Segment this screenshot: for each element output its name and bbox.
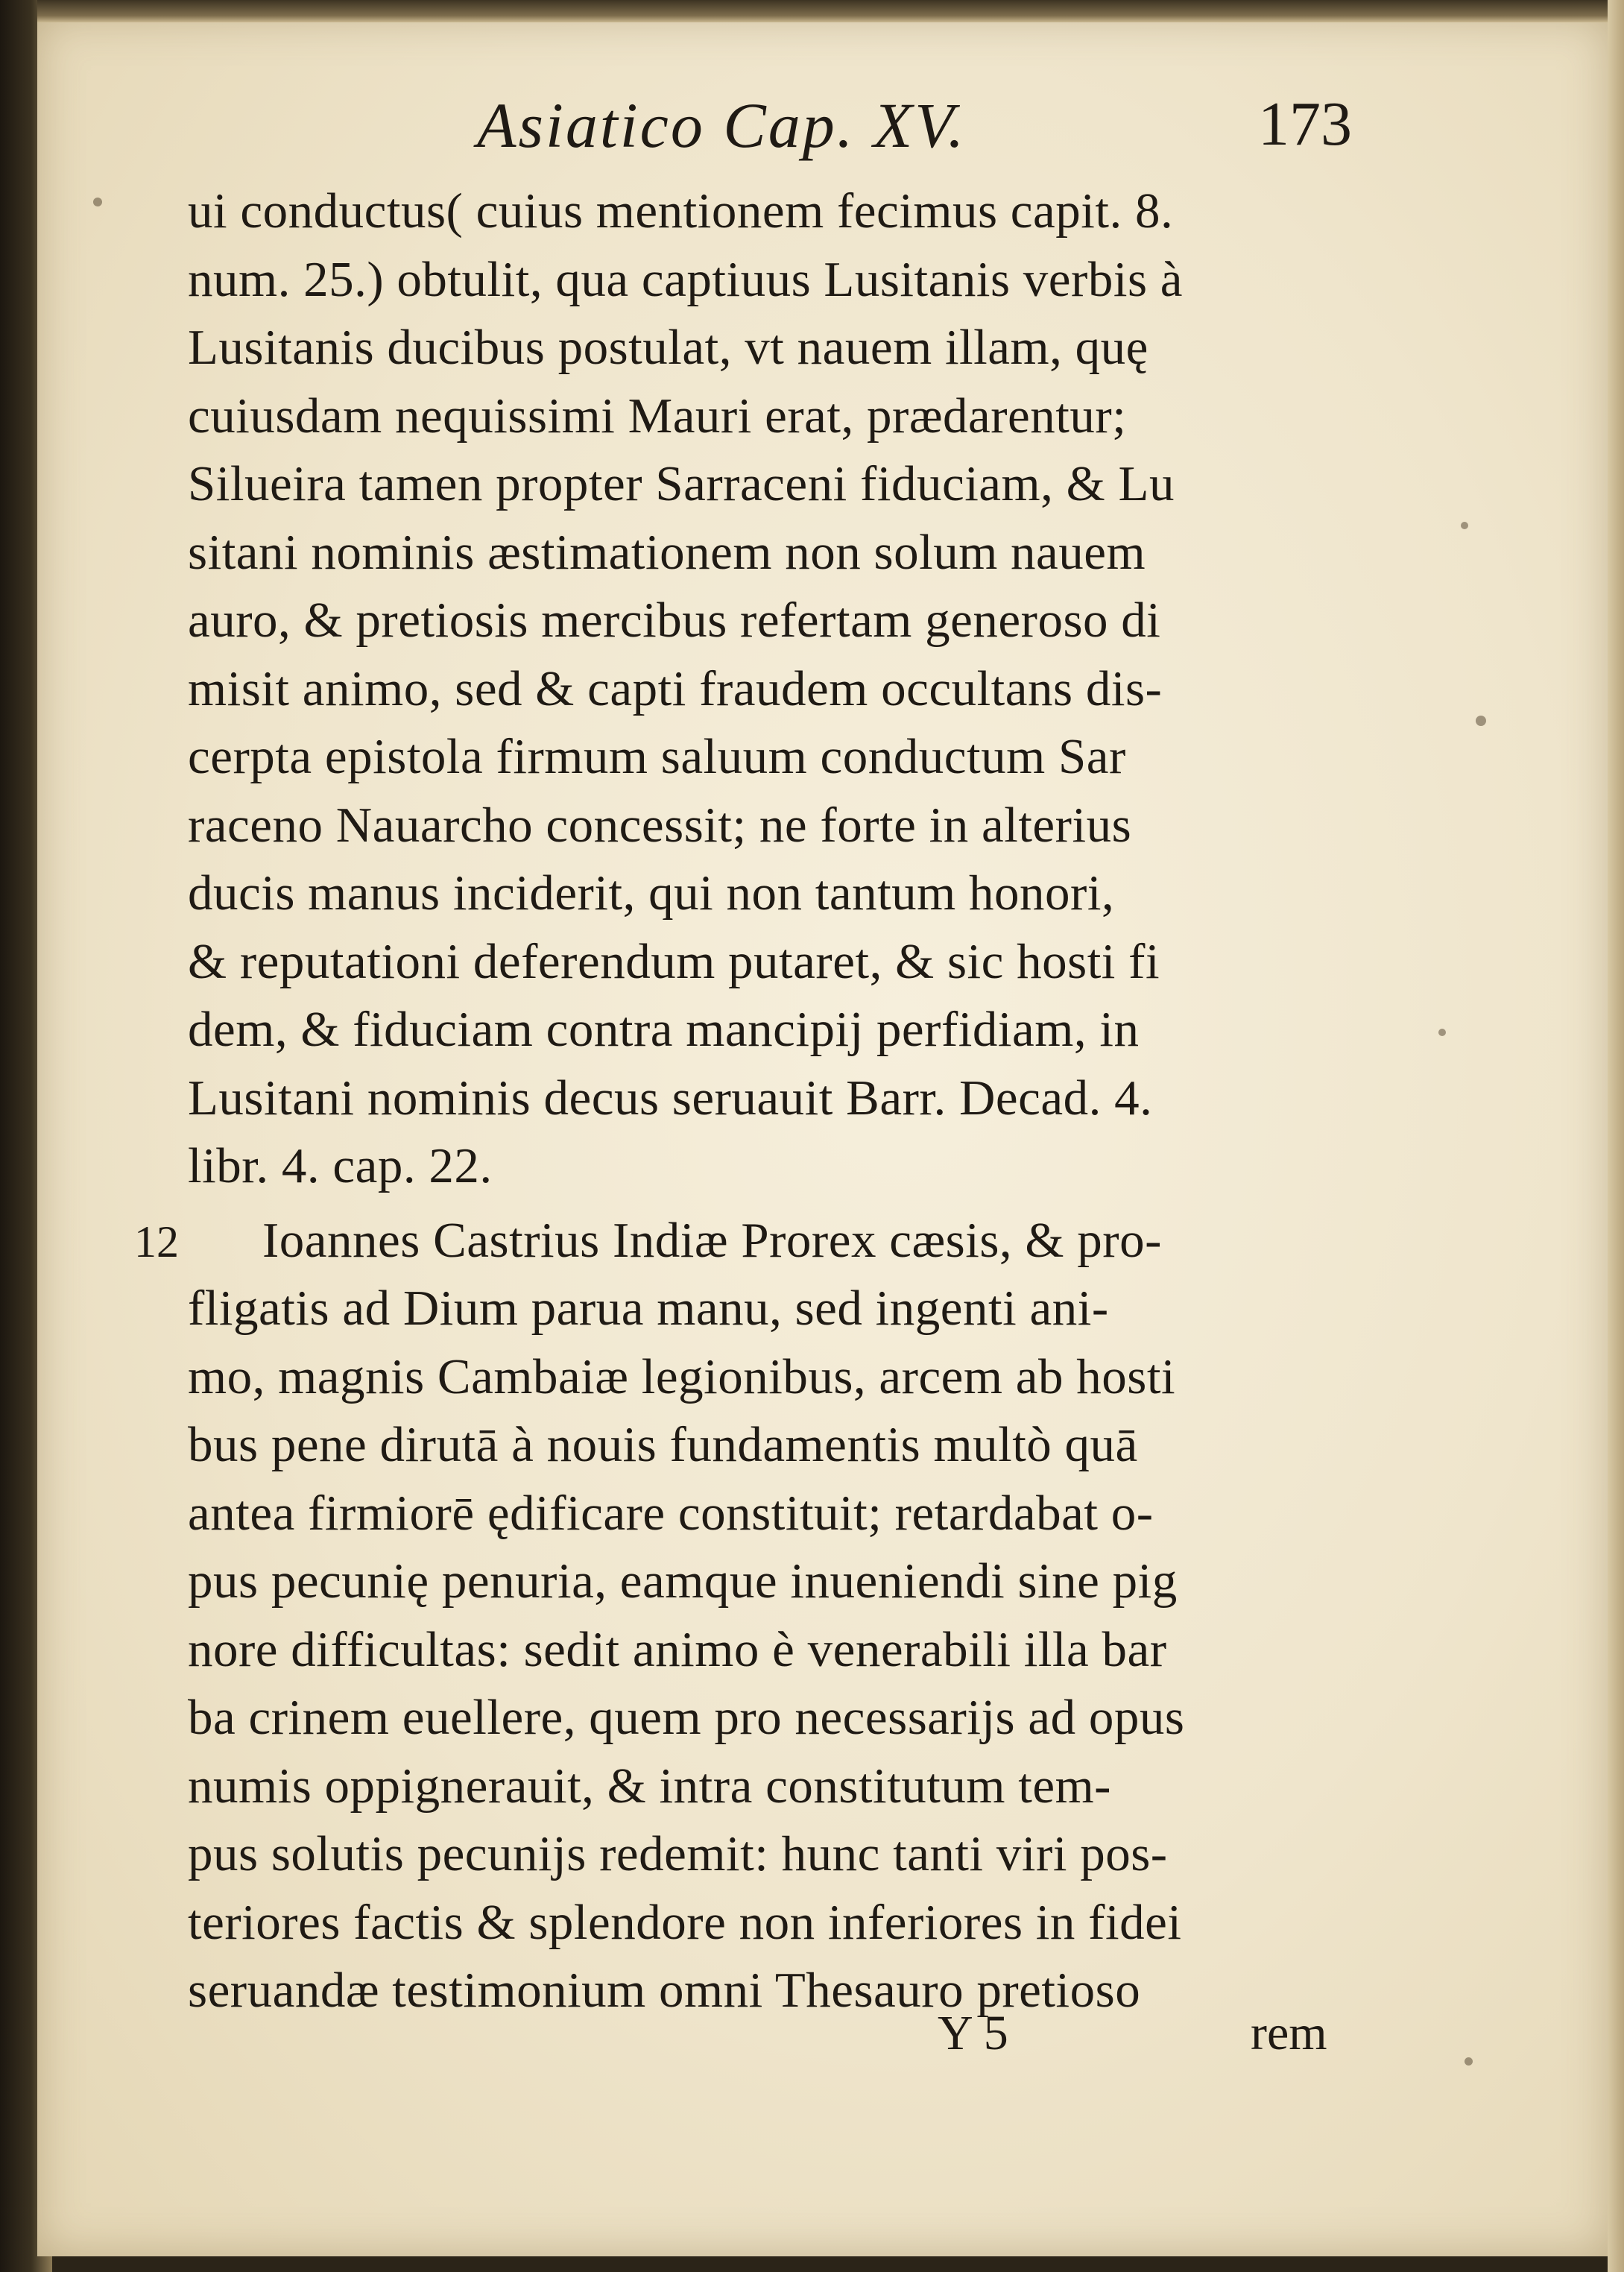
- text-line: dem, & fiduciam contra mancipij perfidiam, in: [188, 1002, 1140, 1057]
- text-line: ui conductus( cuius mentionem fecimus capit. 8.: [188, 183, 1174, 239]
- text-line: ducis manus inciderit, qui non tantum honori,: [188, 865, 1115, 921]
- text-line: sitani nominis æstimationem non solum nauem: [188, 524, 1146, 580]
- text-line: raceno Nauarcho concessit; ne forte in alterius: [188, 797, 1132, 853]
- text-line: pus solutis pecunijs redemit: hunc tanti viri pos-: [188, 1826, 1168, 1881]
- text-line: cuiusdam nequissimi Mauri erat, prædarentur;: [188, 388, 1127, 444]
- paper-speck: [1461, 522, 1468, 529]
- running-title: Asiatico Cap. XV.: [477, 89, 967, 161]
- text-line: libr. 4. cap. 22.: [188, 1138, 493, 1193]
- text-line: cerpta epistola firmum saluum conductum Sar: [188, 729, 1126, 784]
- paper-speck: [1476, 716, 1486, 726]
- paper-speck: [1465, 2057, 1473, 2066]
- section-number: 12: [134, 1217, 179, 1266]
- page-number: 173: [1258, 89, 1352, 159]
- text-line: Lusitani nominis decus seruauit Barr. Decad. 4.: [188, 1070, 1153, 1126]
- text-line: teriores factis & splendore non inferiores in fidei: [188, 1894, 1182, 1950]
- text-line: seruandæ testimonium omni Thesauro pretioso: [188, 1963, 1141, 2018]
- text-line: fligatis ad Dium parua manu, sed ingenti ani-: [188, 1281, 1109, 1336]
- text-line: misit animo, sed & capti fraudem occultans dis-: [188, 660, 1163, 716]
- text-line: pus pecunię penuria, eamque inueniendi sine pig: [188, 1553, 1178, 1609]
- signature-mark: Y 5: [938, 2006, 1008, 2060]
- text-line: num. 25.) obtulit, qua captiuus Lusitanis verbis à: [188, 251, 1184, 307]
- paper-speck: [93, 198, 102, 206]
- text-line: numis oppignerauit, & intra constitutum tem-: [188, 1758, 1111, 1814]
- text-line: Ioannes Castrius Indiæ Prorex cæsis, & pro-: [262, 1212, 1162, 1268]
- text-line: nore difficultas: sedit animo è venerabili illa bar: [188, 1621, 1167, 1677]
- text-line: mo, magnis Cambaiæ legionibus, arcem ab hosti: [188, 1348, 1176, 1404]
- text-line: bus pene dirutā à nouis fundamentis multò quā: [188, 1417, 1138, 1472]
- text-line: Lusitanis ducibus postulat, vt nauem illam, quę: [188, 320, 1149, 375]
- text-line: Silueira tamen propter Sarraceni fiduciam, & Lu: [188, 456, 1175, 511]
- page-right-edge: [1608, 0, 1624, 2272]
- paper-speck: [1438, 1029, 1446, 1036]
- text-line: auro, & pretiosis mercibus refertam generoso di: [188, 593, 1161, 648]
- text-line: antea firmiorē ędificare constituit; retardabat o-: [188, 1485, 1154, 1541]
- text-line: ba crinem euellere, quem pro necessarijs ad opus: [188, 1690, 1185, 1745]
- page-top-edge: [37, 0, 1624, 22]
- catchword: rem: [1251, 2006, 1327, 2060]
- text-line: & reputationi deferendum putaret, & sic hosti fi: [188, 933, 1160, 989]
